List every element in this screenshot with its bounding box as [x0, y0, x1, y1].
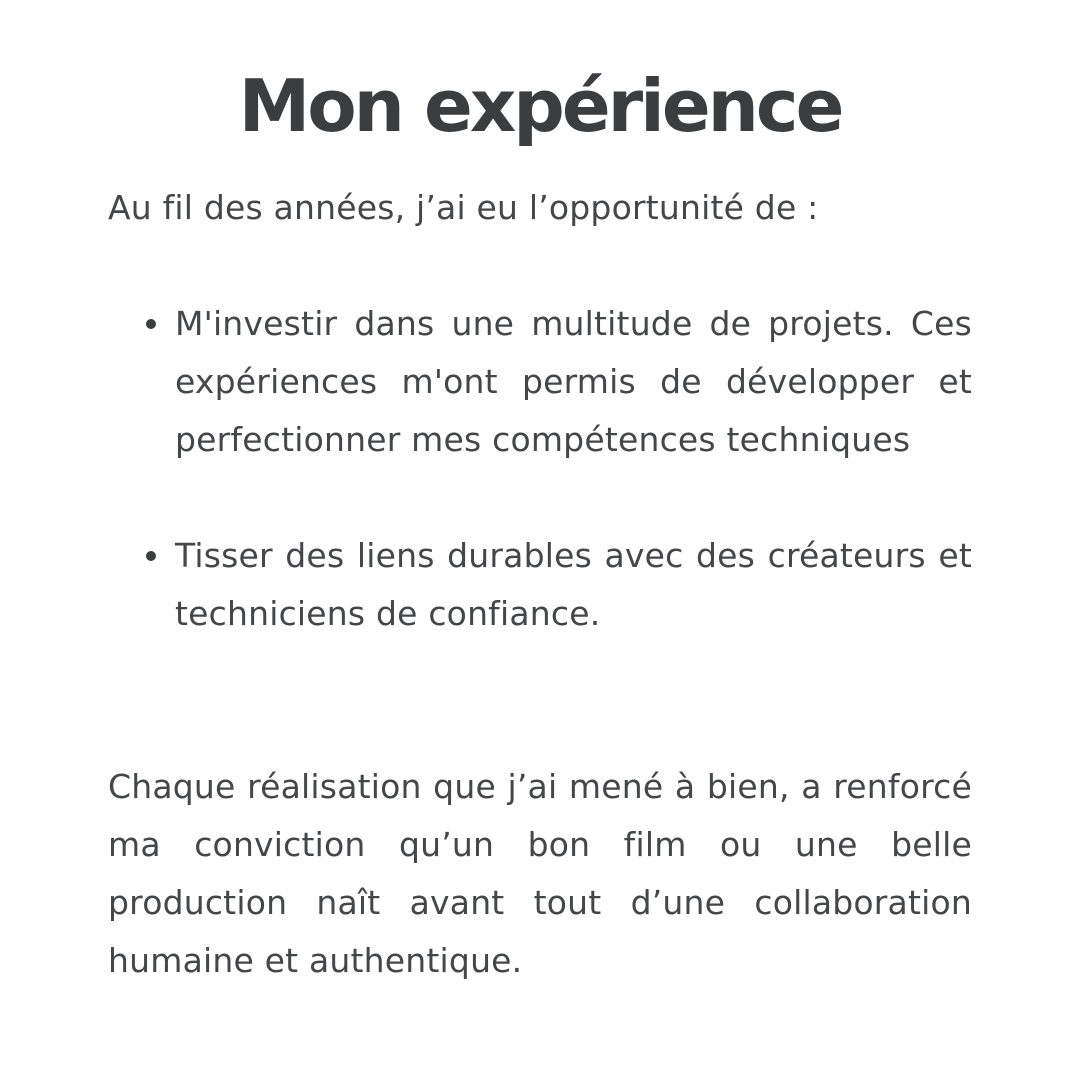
- experience-list: [108, 295, 972, 701]
- outro-text: Chaque réalisation que j’ai mené à bien, a renforcé ma conviction qu’un bon film ou une belle production naît avant tout d’une collaboration humaine et authentique.: [108, 767, 972, 980]
- bullet-icon: [146, 319, 156, 329]
- bullet-icon: [146, 551, 156, 561]
- list-item-text: Tisser des liens durables avec des créateurs et techniciens de confiance.: [175, 536, 972, 633]
- page-title: Mon expérience: [238, 64, 842, 148]
- list-item: [108, 527, 972, 643]
- intro-text: Au fil des années, j’ai eu l’opportunité de :: [108, 188, 819, 227]
- list-item: [108, 295, 972, 469]
- list-item-text: M'investir dans une multitude de projets. Ces expériences m'ont permis de développer et perfectionner mes compétences techniques: [175, 304, 972, 459]
